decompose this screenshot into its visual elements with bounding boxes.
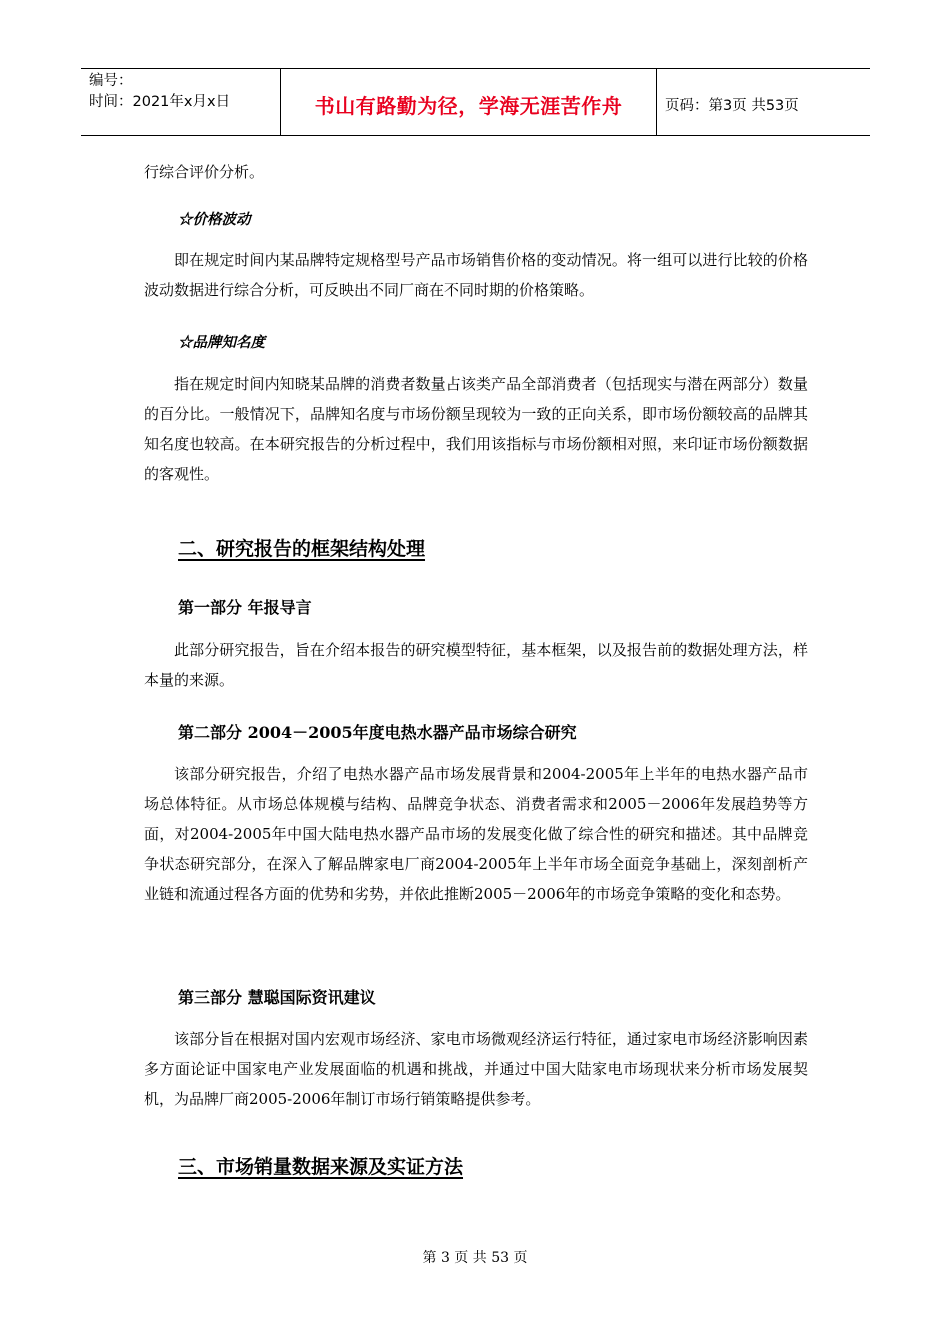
page-footer: 第 3 页 共 53 页 xyxy=(422,1250,528,1266)
paragraph-part-2: 该部分研究报告，介绍了电热水器产品市场发展背景和2004-2005年上半年的电热水器产品市场总体特征。从市场总体规模与结构、品牌竞争状态、消费者需求和2005－2006年发展趋势等方面，对2004-2005年中国大陆电热水器产品市场的发展变化做了综合性的研究和描述。其中品牌竞争状态研究部分，在深入了解品牌家电厂商2004-2005年上半年市场全面竞争基础上，深刻剖析产业链和流通过程各方面的优势和劣势，并依此推断2005－2006年的市场竞争策略的变化和态势。 xyxy=(144,765,808,903)
section-heading-data-source: 三、市场销量数据来源及实证方法 xyxy=(178,1156,464,1178)
header-page-info: 页码：第3页 共53页 xyxy=(665,97,799,114)
header-motto: 书山有路勤为径，学海无涯苦作舟 xyxy=(281,69,657,135)
paragraph-brand-awareness: 指在规定时间内知晓某品牌的消费者数量占该类产品全部消费者（包括现实与潜在两部分）数量的百分比。一般情况下，品牌知名度与市场份额呈现较为一致的正向关系，即市场份额较高的品牌其知名度也较高。在本研究报告的分析过程中，我们用该指标与市场份额相对照，来印证市场份额数据的客观性。 xyxy=(144,375,808,483)
part-heading-1: 第一部分 年报导言 xyxy=(178,598,312,617)
header-meta xyxy=(81,69,281,135)
subheading-price-fluctuation: ☆价格波动 xyxy=(178,211,251,228)
paragraph-part-1: 此部分研究报告，旨在介绍本报告的研究模型特征，基本框架，以及报告前的数据处理方法，样本量的来源。 xyxy=(144,641,808,689)
header-number-label: 编号： xyxy=(89,73,133,89)
paragraph-intro: 行综合评价分析。 xyxy=(144,163,265,181)
paragraph-part-3: 该部分旨在根据对国内宏观市场经济、家电市场微观经济运行特征，通过家电市场经济影响因素多方面论证中国家电产业发展面临的机遇和挑战，并通过中国大陆家电市场现状来分析市场发展契机，为品牌厂商2005-2006年制订市场行销策略提供参考。 xyxy=(144,1030,808,1108)
header-time-label: 时间：2021年x月x日 xyxy=(89,94,231,110)
part-heading-2: 第二部分 2004－2005年度电热水器产品市场综合研究 xyxy=(178,723,577,742)
page-header xyxy=(81,68,870,136)
part-heading-3: 第三部分 慧聪国际资讯建议 xyxy=(178,988,376,1007)
paragraph-price-fluctuation: 即在规定时间内某品牌特定规格型号产品市场销售价格的变动情况。将一组可以进行比较的价格波动数据进行综合分析，可反映出不同厂商在不同时期的价格策略。 xyxy=(144,251,808,299)
subheading-brand-awareness: ☆品牌知名度 xyxy=(178,334,265,351)
section-heading-framework: 二、研究报告的框架结构处理 xyxy=(178,538,426,560)
